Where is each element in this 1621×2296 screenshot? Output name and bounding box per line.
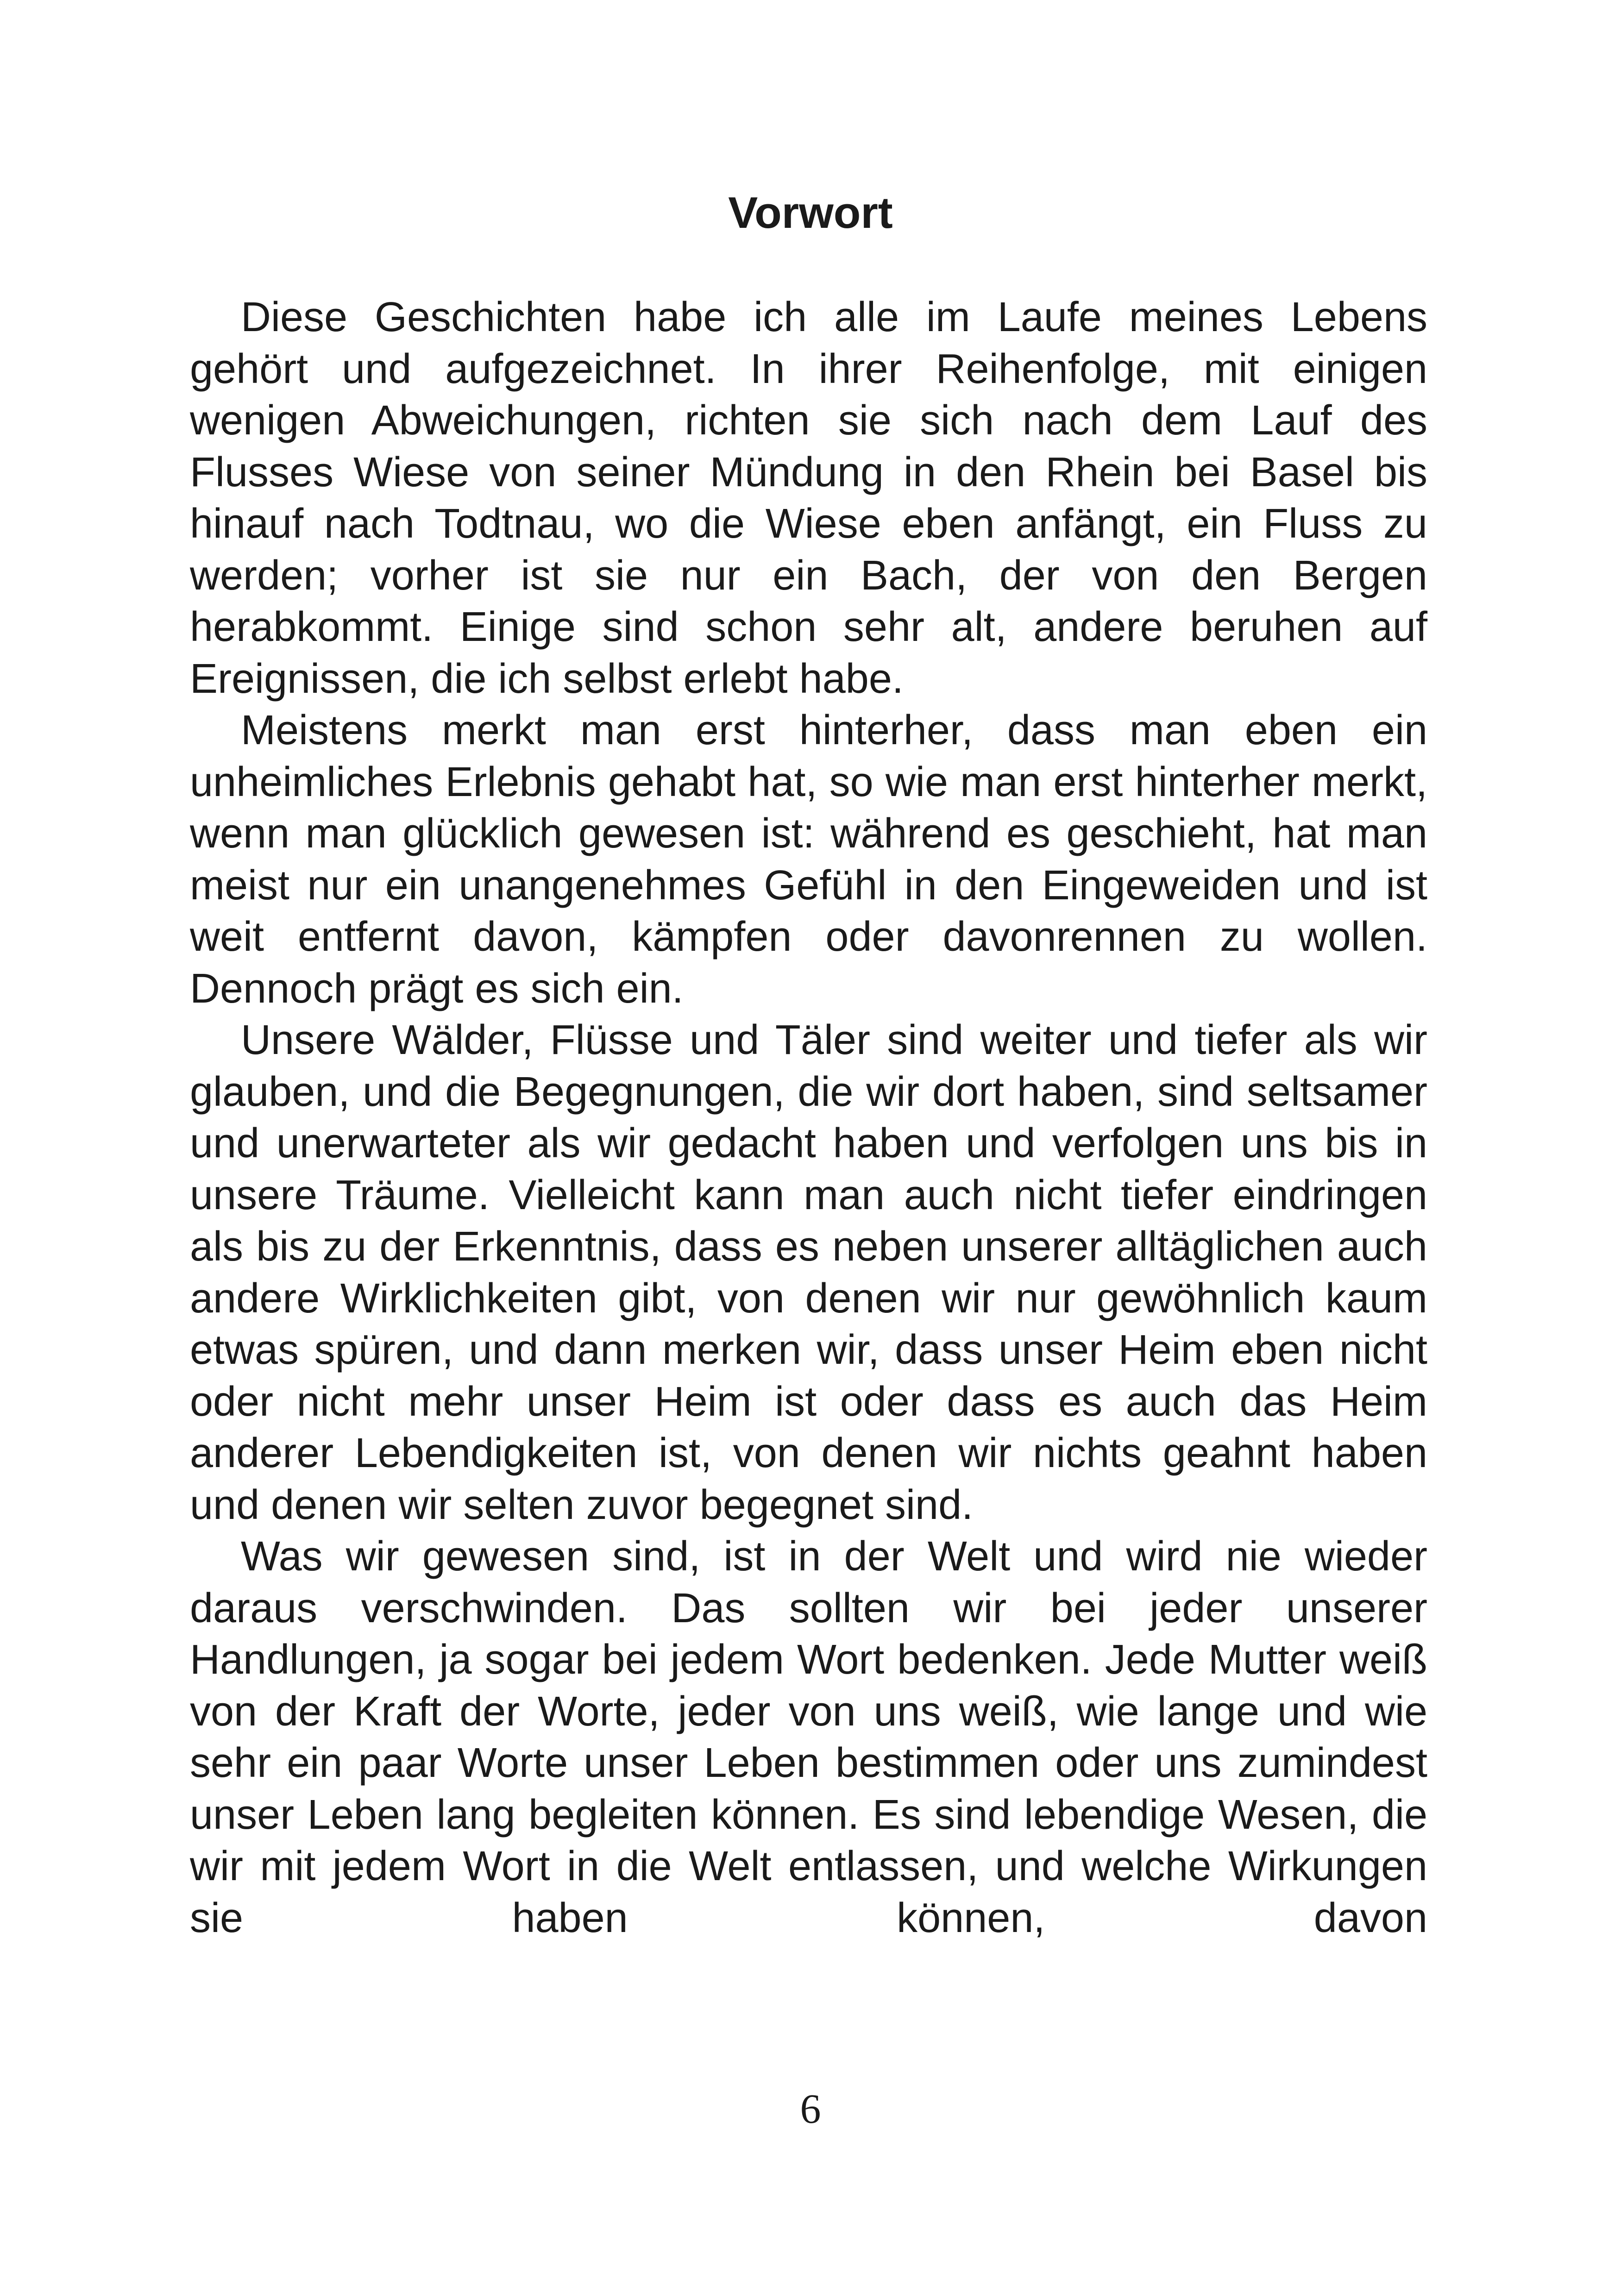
body-text xyxy=(190,292,1427,1944)
paragraph: Was wir gewesen sind, ist in der Welt und wird nie wieder daraus verschwinden. Das sollten wir bei jeder unserer Handlungen, ja sogar bei jedem Wort bedenken. Jede Mutter weiß von der Kraft der Worte, jeder von uns weiß, wie lange und wie sehr ein paar Worte unser Leben bestimmen oder uns zumindest unser Leben lang begleiten können. Es sind lebendige Wesen, die wir mit jedem Wort in die Welt entlassen, und welche Wirkungen sie haben können, davon xyxy=(190,1533,1427,1941)
chapter-title: Vorwort xyxy=(728,188,893,238)
paragraph: Unsere Wälder, Flüsse und Täler sind weiter und tiefer als wir glauben, und die Begegnungen, die wir dort haben, sind seltsamer und unerwarteter als wir gedacht haben und verfolgen uns bis in unsere Träume. Vielleicht kann man auch nicht tiefer eindringen als bis zu der Erkenntnis, dass es neben unserer alltäglichen auch andere Wirklichkeiten gibt, von denen wir nur gewöhnlich kaum etwas spüren, und dann merken wir, dass unser Heim eben nicht oder nicht mehr unser Heim ist oder dass es auch das Heim anderer Lebendigkeiten ist, von denen wir nichts geahnt haben und denen wir selten zuvor begegnet sind. xyxy=(190,1017,1427,1528)
page-number: 6 xyxy=(800,2086,821,2132)
paragraph: Meistens merkt man erst hinterher, dass man eben ein unheimliches Erlebnis gehabt hat, so wie man erst hinterher merkt, wenn man glücklich gewesen ist: während es geschieht, hat man meist nur ein unangenehmes Gefühl in den Eingeweiden und ist weit entfernt davon, kämpfen oder davonrennen zu wollen. Dennoch prägt es sich ein. xyxy=(190,707,1427,1012)
paragraph: Diese Geschichten habe ich alle im Laufe meines Lebens gehört und aufgezeichnet. In ihrer Reihenfolge, mit einigen wenigen Abweichungen, richten sie sich nach dem Lauf des Flusses Wiese von seiner Mündung in den Rhein bei Basel bis hinauf nach Todtnau, wo die Wiese eben anfängt, ein Fluss zu werden; vorher ist sie nur ein Bach, der von den Bergen herabkommt. Einige sind schon sehr alt, andere beruhen auf Ereignissen, die ich selbst erlebt habe. xyxy=(190,294,1427,702)
